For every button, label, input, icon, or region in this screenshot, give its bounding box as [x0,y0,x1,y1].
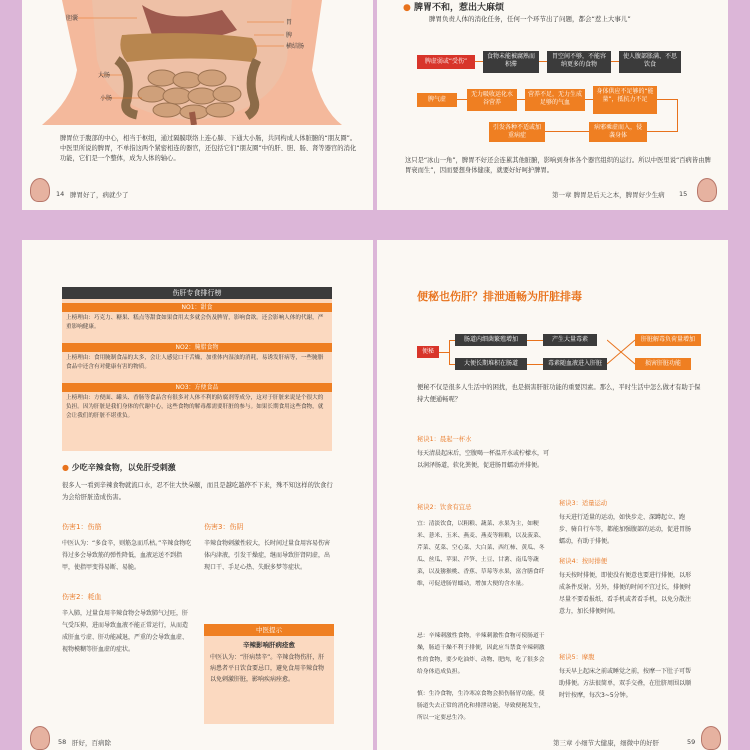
flow-b1: 大便长期堆积在肠道 [455,358,527,370]
spread1-left-page [22,0,373,210]
tip1-text: 每天清晨起床后，空腹喝一杯温开水或柠檬水，可以润泽肠道，软化粪便，促进肠胃蠕动并排便。 [417,450,550,469]
body-paragraph: 便秘不仅是很多人生活中的困扰，也是损害肝脏功能的重要因素。那么，平时生活中怎么做才有助于保持大便通畅呢？ [417,384,701,403]
tip5-text: 每天早上起床之前或睡觉之前，按摩一下肚子可帮助排便。方法很简单，双手交叠，在肚脐周围以顺时针按摩，每次3~5分钟。 [559,668,692,699]
flow-b2: 毒素随血液进入肝脏 [543,358,607,370]
spread2-left-page [22,240,373,750]
label-stomach: 胃 [286,19,293,26]
label-large-intestine: 大肠 [98,72,111,79]
rank-no3-label: NO3：方便食品 [62,383,332,392]
tip2-ji2: 慎：生冷食物，生冷寒凉食物会损伤肠胃功能，使肠道失去正常的消化和排泄功能，导致便秘发生，所以一定要忌生冷。 [417,691,545,721]
flow-a2: 产生大量毒素 [543,334,597,346]
running-title: 第三章 小细节大健康，细微中的好肝 [553,739,660,747]
page-number: 58 [58,738,67,746]
label-spleen: 脾 [286,32,293,39]
tip2-ji: 忌：辛辣刺激性食物，辛辣刺激性食物可使肠道干燥，肠道干燥不利于排便，因此应当禁食辛辣刺激性的食物，要少吃油炸、动物、肥肉，吃了很多会给身体造成负担。 [417,633,545,675]
mascot-icon [30,178,50,202]
flow-b4: 身体供应不足够的“能量”，抵抗力不足 [593,86,657,114]
spread2-right-page [377,240,728,750]
flow-a1: 肠道内细菌繁殖增加 [455,334,527,346]
running-title: 肝好，百病除 [72,739,111,747]
rank-no3-text: 上榜理由：方便面、罐头、香肠等食品含有很多对人体不利的防腐剂等成分，这对于肝脏来说是个很大的负担。因为肝脏是我们身体的代谢中心，这些食物的解毒都需要肝脏的参与。如果长期食用这些食物，就会让我们的肝脏不堪重负。 [66,395,324,419]
harm3-text: 辛辣食物刺激性较大，长时间过量食用容易伤害体内津液，引发干燥症，继而导致肝肾阴虚，出现口干、手足心热、失眠多梦等症状。 [204,540,331,571]
flow-a3: 胃空间不够，不能容纳更多的食物 [547,51,611,73]
flow-b3: 营养不足，无力生成足够的气血 [525,89,585,111]
flow-b3: 损害肝脏功能 [635,358,691,370]
tip-title: 中医提示 [204,624,334,636]
section-title: ● 少吃辛辣食物，以免肝受刺激 [62,463,176,472]
ranking-table-title: 伤肝专食排行榜 [62,287,332,299]
body-paragraph: 脾胃位于腹部的中心，相当于枢纽，通过隔膜联络上连心肺、下通大小肠，共同构成人体脏腑的“朋友圈”。中医里所说的脾胃，不单指这两个紧密相连的器官，还包括它们“朋友圈”中的肝、胆、肠、肾等器官的消化功能，它们是一个整体，成为人体的轴心。 [60,135,357,162]
body-paragraph: 这只是“冰山一角”，脾胃不好还会连累其他脏腑，影响到身体各个器官组织的运行。所以中医里说“百病皆由脾胃衰而生”，因而要想身体健康，就要好好呵护脾胃。 [405,157,711,174]
page-title: 便秘也伤肝？排泄通畅为肝脏排毒 [417,290,582,303]
tip4-title: 秘诀4：按时排便 [559,558,608,565]
section-body: 很多人一看到辛辣食物就流口水，忍不住大快朵颐，而且是越吃越停不下来，殊不知这样的饮食行为会给肝脏造成伤害。 [62,482,333,501]
rank-no2-text: 上榜理由：食用腌制食品的太多，会让人感觉口干舌燥，加重体内湿浊的消耗，易诱发肝病等，一些腌腊食品中还含有对健康有害的物质。 [66,355,324,370]
harm1-title: 伤害1：伤筋 [62,523,102,531]
flow-b1: 脾气虚 [417,93,457,107]
rank-no2-label: NO2：腌腊食物 [62,343,332,352]
flow-a4: 使人腹部胀满、不思饮食 [619,51,681,73]
flow-c2: 病邪乘虚而入，侵袭身体 [589,122,647,142]
spread1-right-page [377,0,728,210]
tip3-text: 每天进行适量的运动，如快步走、深蹲起立、跑步、骑自行车等，都能加强腹部的运动，促进胃肠蠕动，有助于排便。 [559,514,692,545]
tip2-yi: 宜：清淡饮食，以粗粮、蔬菜、水果为主，如粳米、薏米、玉米、燕麦、燕麦等粗粮，以及菠菜、芹菜、苋菜、空心菜、大白菜、西红柿、黄瓜、冬瓜、丝瓜、苹果、芦笋、土豆、甘薯、南瓜等蔬菜，以及猕猴桃、香蕉、草莓等水果，富含膳食纤维，可促进肠胃蠕动，增加大便的含水量。 [417,521,545,587]
flow-root: 便秘 [417,346,439,358]
section-heading: ● 脾胃不和，惹出大麻烦 [403,3,505,13]
harm2-text: 辛入肺，过量食用辛辣食物会导致肺气过旺，肝气受压抑，进而导致血液不能正常运行，从而造成肝血亏虚、肝功能减退，严重的会导致血虚、视物模糊等肝血虚的症状。 [62,610,189,653]
mascot-icon [697,178,717,202]
flow-cross-arrows [607,336,637,368]
rank-no1-text: 上榜理由：巧克力、糖果、糕点等甜食如果食用太多就会伤及脾胃，影响食欲。还会影响人体的代谢，严重影响健康。 [66,315,324,330]
flow-c1: 引发各种不适或加重病症 [489,122,545,142]
tip-subtitle: 辛辣影响肝病痊愈 [243,641,295,649]
label-gallbladder: 胆囊 [66,15,79,22]
rank-no1-label: NO1：甜食 [62,303,332,312]
label-small-intestine: 小肠 [100,95,113,102]
tip3-title: 秘诀3：适量运动 [559,500,608,507]
label-transverse-colon: 横结肠 [286,43,305,50]
flow-b2: 无力吸收运化水谷营养 [467,89,517,111]
tip1-title: 秘诀1：晨起一杯水 [417,436,472,443]
harm3-title: 伤害3：伤阴 [204,523,244,531]
tip5-title: 秘诀5：摩腹 [559,654,595,661]
running-title: 第一章 脾胃是后天之本，脾胃好少生病 [552,191,665,199]
flow-a2: 食物未能被腐熟而积滞 [483,51,539,73]
running-title: 脾胃好了，病就少了 [70,191,129,199]
tip4-text: 每天按时排便，即使没有便意也要进行排便，以形成条件反射。另外，排便的时间不宜过长，排便时尽量不要看报纸、看手机或者看手机，以免分散注意力，加长排便时间。 [559,572,692,615]
flow-a1: 脾虚弱或“受伤” [417,55,475,69]
flow-a3: 肝脏解毒负荷量增加 [635,334,701,346]
page-number: 59 [687,738,696,746]
mascot-icon [701,726,721,750]
intro-text: 脾胃负责人体的消化任务，任何一个环节出了问题，都会“惹上大事儿” [429,15,631,23]
mascot-icon [30,726,50,750]
tip2-title: 秘诀2：饮食有宜忌 [417,504,472,511]
harm1-text: 中医认为：“多食辛，则筋急而爪枯。”辛辣食物吃得过多会导致筋的弹性降低，血液运送不到指甲，使指甲变得易断、易脆。 [62,540,192,571]
tip-text: 中医认为：“肝病禁辛”。辛辣食物伤肝，肝病患者平日饮食要忌口，避免食用辛辣食物以免刺激肝脏，影响疾病痊愈。 [210,654,325,683]
harm2-title: 伤害2：耗血 [62,593,102,601]
page-number: 14 [56,190,65,198]
page-number: 15 [679,190,688,198]
